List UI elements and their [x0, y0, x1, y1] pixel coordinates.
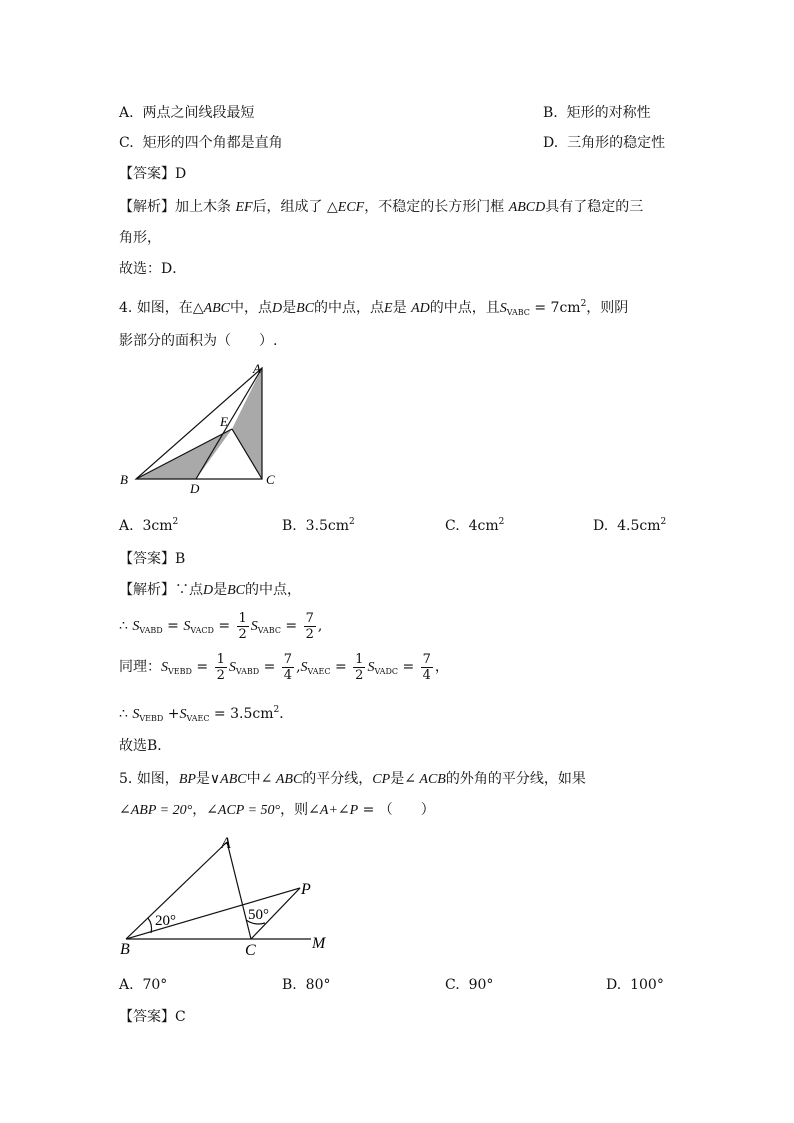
q4-option-a — [119, 512, 178, 536]
math-angle-acp: ∠ACP = 50° — [206, 803, 281, 818]
shaded-region-abe — [232, 368, 262, 479]
punctuation: ， — [434, 659, 449, 675]
label-d: D — [190, 481, 200, 496]
math-tri-ecf: △ECF — [327, 200, 365, 215]
q5-option-b — [282, 975, 330, 995]
label-e: E — [220, 414, 228, 429]
tongli-label: 同理： — [119, 659, 161, 675]
subscript: VABC — [257, 626, 281, 635]
math-s: S — [161, 660, 168, 675]
denominator: 2 — [216, 667, 225, 683]
subscript: VAEC — [186, 714, 210, 723]
stem-text: = （ ） — [358, 802, 435, 818]
option-text: 80° — [305, 977, 331, 993]
numerator: 7 — [422, 651, 431, 667]
arc-20 — [148, 918, 152, 933]
analysis-tag: 【解析】 — [119, 199, 175, 215]
denominator: 2 — [355, 667, 364, 683]
q3-conclusion: 故选：D． — [119, 261, 187, 277]
math-s: S — [183, 619, 191, 634]
subscript: VABC — [506, 308, 530, 317]
subscript: VAEC — [307, 667, 331, 676]
q4-option-b — [282, 512, 355, 536]
plus: + — [167, 706, 180, 722]
option-letter: B. — [282, 977, 297, 993]
math-angle-acb: ∠ ACB — [404, 772, 446, 787]
q5-stem-line2 — [119, 800, 435, 821]
fraction-half — [237, 611, 249, 642]
therefore-symbol: ∴ — [119, 618, 128, 634]
answer-value: D — [175, 166, 187, 182]
subscript: VEBD — [168, 667, 192, 676]
punctuation: , — [317, 618, 323, 634]
q3-option-b — [543, 103, 651, 123]
q5-option-a — [119, 975, 167, 995]
label-p: P — [301, 881, 311, 898]
math-cp: CP — [372, 772, 391, 787]
stem-text: 的中点，且 — [429, 300, 500, 316]
q4-figure — [110, 360, 290, 495]
stem-text: 是 — [282, 300, 297, 316]
math-angle-abc: ∠ ABC — [260, 772, 303, 787]
option-text: 4cm — [468, 518, 499, 534]
stem-text: 的中点，点 — [314, 300, 385, 316]
segment-ac — [227, 842, 251, 939]
subscript: VABD — [139, 626, 163, 635]
option-text: 三角形的稳定性 — [567, 135, 666, 151]
option-text: 3.5cm — [305, 518, 350, 534]
denominator: 4 — [422, 667, 431, 683]
option-letter: A. — [119, 105, 134, 121]
option-letter: C. — [445, 977, 460, 993]
denominator: 2 — [305, 626, 314, 642]
q3-analysis-line2: 角形， — [119, 230, 161, 246]
q4-stem — [119, 294, 628, 323]
equals: = — [167, 618, 179, 634]
option-text: 两点之间线段最短 — [142, 105, 255, 121]
fraction-seven-halves — [304, 611, 316, 642]
final-value: = 3.5cm — [209, 706, 274, 722]
subscript: VACD — [190, 626, 214, 635]
option-text: 70° — [142, 977, 168, 993]
math-tri-abc: ∨ABC — [209, 772, 247, 787]
option-text: 3cm — [142, 518, 173, 534]
q4-analysis — [119, 580, 301, 601]
numerator: 1 — [238, 610, 247, 626]
option-letter: B. — [543, 105, 558, 121]
fraction-half — [353, 652, 365, 683]
q5-option-d — [606, 975, 664, 995]
label-angle-50: 50° — [248, 907, 269, 923]
math-bc: BC — [227, 583, 246, 598]
q3-option-c — [119, 133, 283, 153]
equals: = — [285, 618, 298, 634]
answer-tag: 【答案】 — [119, 1009, 175, 1025]
q5-answer — [119, 1007, 186, 1027]
label-a: A — [221, 835, 231, 852]
q4-answer — [119, 549, 185, 569]
q4-derivation-3 — [119, 700, 293, 729]
option-text: 4.5cm — [617, 518, 661, 534]
fraction-seven-quarters — [282, 652, 294, 683]
superscript: 2 — [498, 517, 505, 527]
option-letter: D. — [606, 977, 622, 993]
math-bp: BP — [178, 772, 196, 787]
math-bc: BC — [296, 301, 315, 316]
option-text: 100° — [630, 977, 664, 993]
math-s: S — [179, 707, 187, 722]
math-ad: AD — [411, 301, 430, 316]
punctuation: ． — [279, 706, 294, 722]
equals: = — [334, 659, 347, 675]
analysis-tag: 【解析】 — [119, 582, 175, 598]
label-b: B — [120, 472, 128, 487]
therefore-symbol: ∴ — [119, 706, 128, 722]
analysis-text: ∵点 — [175, 582, 203, 598]
q5-option-c — [445, 975, 493, 995]
analysis-text: ，不稳定的长方形门框 — [364, 199, 505, 215]
q4-stem-line2: 影部分的面积为（ ）. — [119, 333, 278, 349]
stem-text: 中，点 — [230, 300, 273, 316]
stem-text: 如图，在 — [136, 300, 193, 316]
numerator: 1 — [355, 651, 364, 667]
label-b: B — [120, 941, 130, 958]
punctuation: ， — [192, 802, 207, 818]
denominator: 4 — [283, 667, 293, 683]
analysis-text: 加上木条 — [175, 199, 231, 215]
math-s: S — [250, 619, 258, 634]
equals: = — [196, 659, 209, 675]
q5-stem — [119, 769, 586, 790]
math-ef: EF — [235, 200, 253, 215]
stem-text: 是 — [195, 771, 210, 787]
superscript: 2 — [172, 517, 179, 527]
option-letter: D. — [543, 135, 559, 151]
q5-figure — [115, 830, 335, 960]
answer-tag: 【答案】 — [119, 551, 175, 567]
label-a: A — [253, 361, 261, 376]
math-s: S — [228, 660, 236, 675]
superscript: 2 — [580, 299, 587, 309]
math-angle-abp: ∠ABP = 20° — [119, 803, 193, 818]
math-tri-abc: △ABC — [192, 301, 231, 316]
math-d: D — [203, 583, 214, 598]
equals: = — [263, 659, 276, 675]
denominator: 2 — [238, 626, 247, 642]
punctuation: , — [296, 659, 301, 675]
equals: = — [218, 618, 231, 634]
q4-derivation-2 — [119, 650, 449, 689]
subscript: VEBD — [139, 714, 164, 723]
numerator: 1 — [216, 651, 225, 667]
subscript: VADC — [374, 667, 398, 676]
answer-value: B — [175, 551, 186, 567]
stem-text: 中 — [246, 771, 261, 787]
math-e: E — [384, 301, 393, 316]
answer-tag: 【答案】 — [119, 166, 175, 182]
area-value: = 7cm — [529, 300, 581, 316]
superscript: 2 — [273, 705, 280, 715]
q4-conclusion: 故选B． — [119, 738, 172, 754]
math-abcd: ABCD — [508, 200, 546, 215]
numerator: 7 — [305, 610, 314, 626]
numerator: 7 — [283, 651, 293, 667]
q4-option-d — [593, 512, 666, 536]
stem-text: 的平分线， — [302, 771, 373, 787]
stem-text: 如图， — [136, 771, 179, 787]
option-letter: A. — [119, 518, 134, 534]
math-s: S — [132, 707, 140, 722]
option-letter: A. — [119, 977, 134, 993]
analysis-text: 的中点， — [245, 582, 302, 598]
label-angle-20: 20° — [155, 913, 176, 929]
stem-text: ，则阴 — [586, 300, 629, 316]
superscript: 2 — [660, 517, 667, 527]
answer-value: C — [175, 1009, 186, 1025]
stem-text: 是 — [390, 771, 405, 787]
question-number: 4. — [119, 300, 133, 316]
option-letter: B. — [282, 518, 297, 534]
stem-text: 是 — [392, 300, 407, 316]
option-letter: D. — [593, 518, 609, 534]
stem-text: ，则 — [280, 802, 309, 818]
analysis-text: 是 — [213, 582, 228, 598]
question-number: 5. — [119, 771, 133, 787]
math-s: S — [132, 619, 140, 634]
equals: = — [402, 659, 415, 675]
q3-answer — [119, 164, 186, 184]
q3-option-a — [119, 103, 254, 123]
q3-option-d — [543, 133, 665, 153]
stem-text: 的外角的平分线，如果 — [445, 771, 586, 787]
q4-option-c — [445, 512, 504, 536]
label-c: C — [266, 472, 275, 487]
math-d: D — [272, 301, 283, 316]
math-s: S — [367, 660, 375, 675]
subscript: VABD — [235, 667, 260, 676]
math-angle-sum: ∠A+∠P — [308, 803, 359, 818]
q4-derivation-1 — [119, 609, 322, 648]
label-c: C — [245, 942, 256, 959]
fraction-seven-quarters — [421, 652, 433, 683]
analysis-text: 后，组成了 — [252, 199, 323, 215]
analysis-text: 具有了稳定的三 — [545, 199, 644, 215]
option-letter: C. — [119, 135, 134, 151]
label-m: M — [312, 935, 326, 952]
fraction-half — [215, 652, 227, 683]
option-text: 矩形的对称性 — [566, 105, 651, 121]
option-text: 矩形的四个角都是直角 — [142, 135, 283, 151]
math-s: S — [499, 301, 507, 316]
math-s: S — [300, 660, 308, 675]
option-letter: C. — [445, 518, 460, 534]
superscript: 2 — [349, 517, 355, 527]
q3-analysis — [119, 197, 643, 218]
option-text: 90° — [468, 977, 494, 993]
